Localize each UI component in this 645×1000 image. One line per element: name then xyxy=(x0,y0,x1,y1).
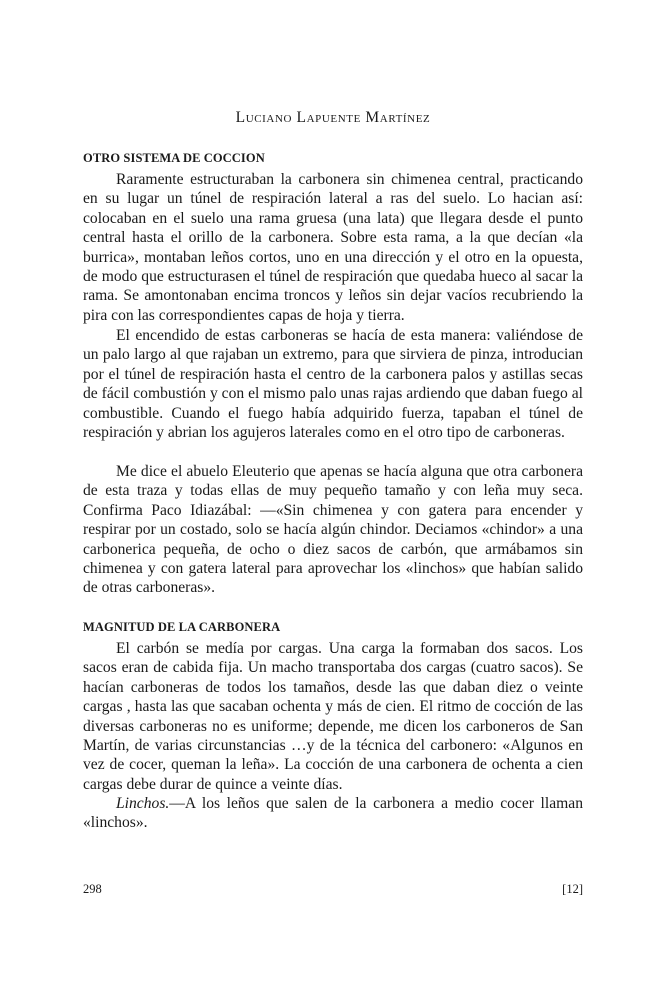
page-number: 298 xyxy=(83,882,102,896)
definition-text: —A los leños que salen de la carbonera a medio cocer llaman «linchos». xyxy=(83,795,583,832)
paragraph: Raramente estructuraban la carbonera sin chimenea central, practicando en su lugar un túnel de respiración lateral a ras del suelo. Lo hacian así: colocaban en el suelo una rama gruesa (una lata) que llegara desde el punto central hasta el orillo de la carbonera. Sobre esta rama, a la que decían «la burrica», montaban leños cortos, uno en una dirección y el otro en la opuesta, de modo que estructurasen el túnel de respiración que quedaba hueco al sacar la rama. Se amontonaban encima troncos y leños sin dejar vacíos recubriendo la pira con las correspondientes capas de hoja y tierra. xyxy=(83,171,583,324)
section-title-magnitud: MAGNITUD DE LA CARBONERA xyxy=(83,620,281,634)
bracket-number: [12] xyxy=(562,882,583,896)
definition-term: Linchos. xyxy=(116,795,170,812)
paragraph: El carbón se medía por cargas. Una carga la formaban dos sacos. Los sacos eran de cabida fija. Un macho transportaba dos cargas (cuatro sacos). Se hacían carboneras de todos los tamaños, desde las que daban diez o veinte cargas , hasta las que sacaban ochenta y más de cien. El ritmo de cocción de las diversas carboneras no es uniforme; depende, me dicen los carboneros de San Martín, de varias circunstancias …y de la técnica del carbonero: «Algunos en vez de cocer, queman la leña». La cocción de una carbonera de ochenta a cien cargas debe durar de quince a veinte días. xyxy=(83,640,583,793)
running-head: Luciano Lapuente Martínez xyxy=(235,109,431,126)
paragraph: El encendido de estas carboneras se hacía de esta manera: valiéndose de un palo largo al que rajaban un extremo, para que sirviera de pinza, introducian por el túnel de respiración hasta el centro de la carbonera palos y astillas secas de fácil combustión y con el mismo palo unas rajas ardiendo que daban fuego al combustible. Cuando el fuego había adquirido fuerza, tapaban el túnel de respiración y abrian los agujeros laterales como en el otro tipo de carboneras. xyxy=(83,327,583,442)
paragraph: Me dice el abuelo Eleuterio que apenas se hacía alguna que otra carbonera de esta traza y todas ellas de muy pequeño tamaño y con leña muy seca. Confirma Paco Idiazábal: —«Sin chimenea y con gatera para encender y respirar por un costado, solo se hacía algún chindor. Deciamos «chindor» a una carbonerica pequeña, de ocho o diez sacos de carbón, que armábamos sin chimenea y con gatera lateral para aprovechar los «linchos» que habían salido de otras carboneras». xyxy=(83,463,583,597)
section-title-otro-sistema: OTRO SISTEMA DE COCCION xyxy=(83,151,265,165)
definition-paragraph xyxy=(83,794,583,833)
